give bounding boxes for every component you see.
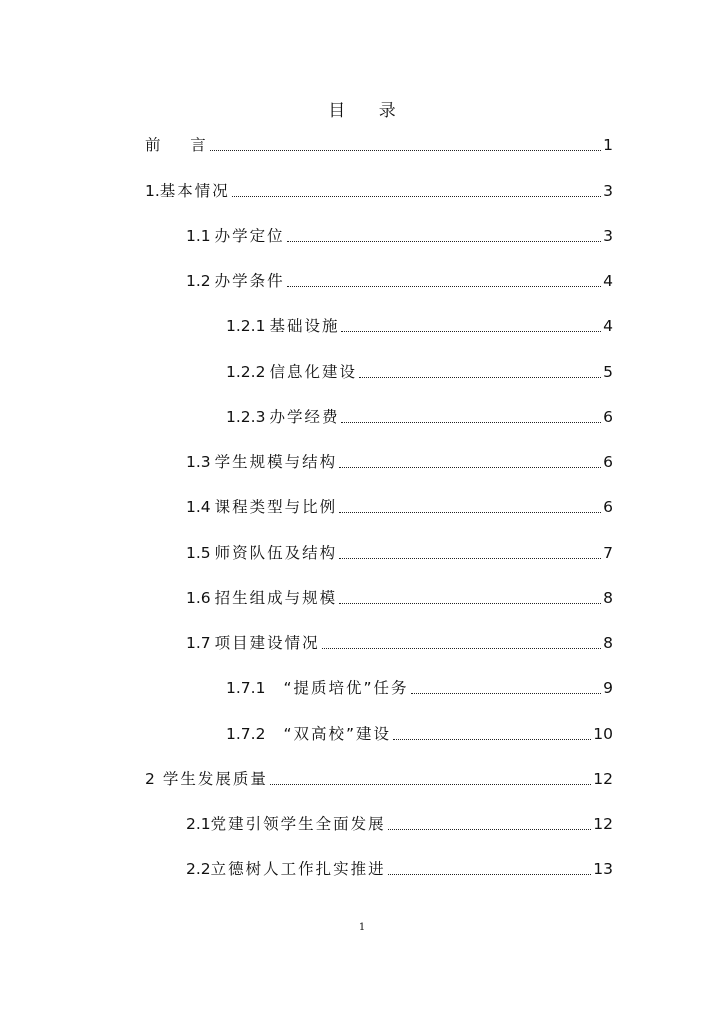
toc-entry-number: 1.	[145, 182, 160, 200]
toc-leader-dots	[210, 150, 601, 151]
toc-entry-number: 1.2.2	[226, 363, 266, 381]
toc-entry-1-2-2[interactable]	[226, 361, 613, 383]
toc-entry-1-4[interactable]	[186, 496, 613, 518]
toc-entry-label: 师资队伍及结构	[214, 544, 338, 562]
toc-entry-label: 信息化建设	[269, 363, 357, 381]
page-number: 1	[358, 922, 366, 933]
toc-entry-label: 招生组成与规模	[214, 589, 338, 607]
toc-entry-number: 1.2.3	[226, 408, 266, 426]
toc-entry-2[interactable]	[145, 768, 613, 790]
toc-entry-page: 3	[603, 182, 613, 200]
toc-entry-1-2[interactable]	[186, 270, 613, 292]
toc-entry-label: “提质培优”任务	[283, 679, 409, 697]
toc-leader-dots	[359, 377, 601, 378]
toc-entry-label: 课程类型与比例	[214, 498, 338, 516]
toc-entry-1-6[interactable]	[186, 587, 613, 609]
toc-entry-1-3[interactable]	[186, 451, 613, 473]
toc-entry-label: “双高校”建设	[283, 725, 392, 743]
toc-leader-dots	[287, 241, 601, 242]
toc-entry-label: 办学经费	[269, 408, 340, 426]
toc-entry-preface[interactable]	[145, 134, 613, 156]
toc-entry-number: 1.4	[186, 498, 211, 516]
toc-entry-number: 1.1	[186, 227, 211, 245]
toc-entry-label: 立德树人工作扎实推进	[210, 860, 386, 878]
toc-entry-label: 办学定位	[214, 227, 285, 245]
toc-entry-page: 13	[593, 860, 613, 878]
toc-leader-dots	[232, 196, 601, 197]
toc-leader-dots	[388, 829, 592, 830]
toc-entry-1-7-2[interactable]	[226, 723, 613, 745]
toc-entry-number: 1.5	[186, 544, 211, 562]
toc-title: 目 录	[328, 101, 410, 121]
toc-entry-page: 4	[603, 317, 613, 335]
toc-entry-label: 项目建设情况	[214, 634, 320, 652]
toc-entry-number: 1.3	[186, 453, 211, 471]
toc-leader-dots	[341, 331, 601, 332]
toc-entry-label: 基本情况	[159, 182, 230, 200]
toc-entry-number: 2.1	[186, 815, 211, 833]
toc-entry-page: 10	[593, 725, 613, 743]
toc-entry-number: 1.6	[186, 589, 211, 607]
toc-leader-dots	[339, 603, 601, 604]
toc-leader-dots	[339, 512, 601, 513]
toc-leader-dots	[287, 286, 601, 287]
toc-entry-page: 12	[593, 770, 613, 788]
toc-entry-1-2-1[interactable]	[226, 315, 613, 337]
toc-entry-1-5[interactable]	[186, 542, 613, 564]
toc-entry-number: 1.7.1	[226, 679, 266, 697]
toc-entry-number: 1.7.2	[226, 725, 266, 743]
toc-leader-dots	[341, 422, 601, 423]
toc-leader-dots	[322, 648, 601, 649]
toc-entry-page: 6	[603, 498, 613, 516]
toc-entry-2-1[interactable]	[186, 813, 613, 835]
toc-entry-1-7[interactable]	[186, 632, 613, 654]
toc-entry-number: 2.2	[186, 860, 211, 878]
toc-entry-label: 办学条件	[214, 272, 285, 290]
toc-entry-page: 8	[603, 589, 613, 607]
toc-entry-label: 学生规模与结构	[214, 453, 338, 471]
toc-entry-page: 1	[603, 136, 613, 154]
toc-entry-label: 学生发展质量	[162, 770, 268, 788]
toc-entry-label: 党建引领学生全面发展	[210, 815, 386, 833]
toc-leader-dots	[388, 874, 592, 875]
toc-leader-dots	[339, 467, 601, 468]
toc-entry-page: 4	[603, 272, 613, 290]
toc-entry-label: 前 言	[145, 136, 208, 154]
toc-entry-number: 2	[145, 770, 155, 788]
toc-entry-page: 12	[593, 815, 613, 833]
toc-entry-1-2-3[interactable]	[226, 406, 613, 428]
toc-entry-page: 9	[603, 679, 613, 697]
toc-entry-label: 基础设施	[269, 317, 340, 335]
toc-leader-dots	[411, 693, 602, 694]
toc-leader-dots	[393, 739, 591, 740]
toc-entry-page: 6	[603, 453, 613, 471]
toc-entry-number: 1.7	[186, 634, 211, 652]
toc-entry-1-7-1[interactable]	[226, 677, 613, 699]
toc-entry-page: 7	[603, 544, 613, 562]
toc-entry-page: 3	[603, 227, 613, 245]
toc-entry-page: 8	[603, 634, 613, 652]
toc-entry-number: 1.2	[186, 272, 211, 290]
toc-entry-1-1[interactable]	[186, 225, 613, 247]
toc-leader-dots	[339, 558, 601, 559]
toc-entry-page: 6	[603, 408, 613, 426]
toc-entry-2-2[interactable]	[186, 858, 613, 880]
toc-entry-number: 1.2.1	[226, 317, 266, 335]
toc-entry-1[interactable]	[145, 180, 613, 202]
toc-leader-dots	[270, 784, 591, 785]
toc-entry-page: 5	[603, 363, 613, 381]
